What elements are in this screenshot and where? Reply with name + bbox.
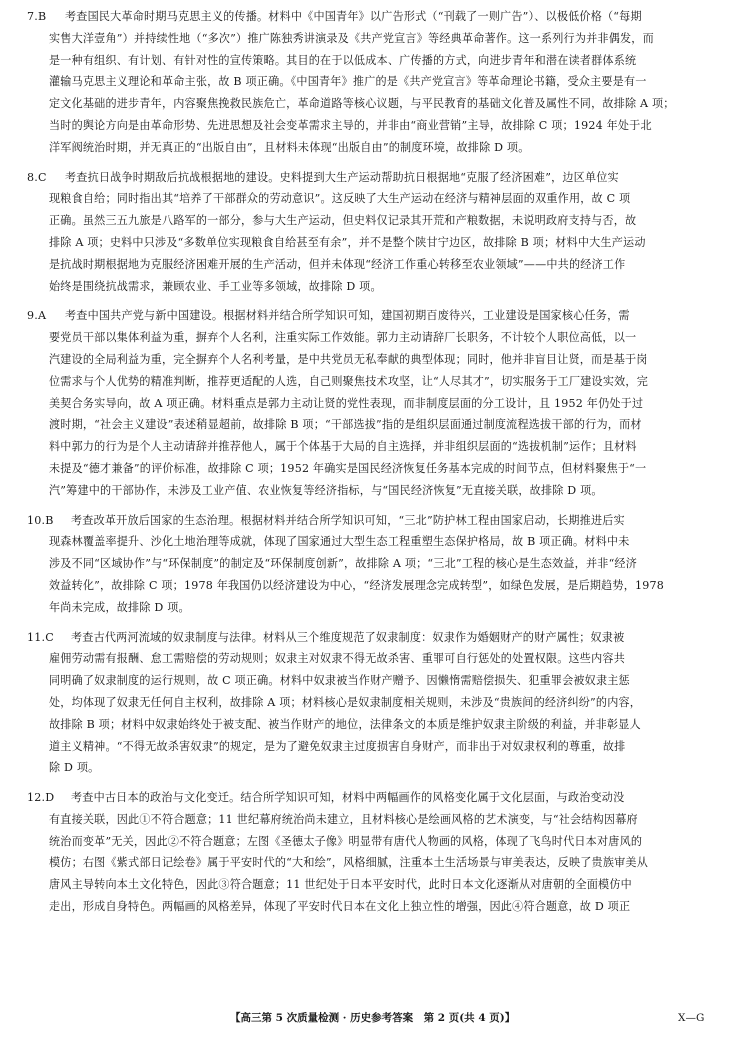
explanation-line: 效益转化”，故排除 C 项；1978 年我国仍以经济建设为中心，“经济发展理念完成转型”，如绿色发展，是后期趋势，1978: [49, 578, 665, 592]
explanation-line: 现粮食自给；同时指出其“培养了干部群众的劳动意识”。这反映了大生产运动在经济与精神层面的双重作用，故 C 项: [49, 192, 631, 206]
explanation-line: 洋军阀统治时期，并无真正的“出版自由”，且材料未体现“出版自由”的制度环境，故排除 D 项。: [49, 140, 530, 154]
explanation-line: 除 D 项。: [49, 761, 100, 775]
explanation-line: 涉及不同“区域协作”与“环保制度”的制定及“环保制度创新”，故排除 A 项；“三北”工程的核心是生态效益，并非“经济: [49, 557, 638, 571]
explanation-line: 灌输马克思主义理论和革命主张，故 B 项正确。《中国青年》推广的是《共产党宣言》等革命理论书籍，受众主要是有一: [49, 75, 647, 89]
explanation-line: 渡时期，“社会主义建设”表述稍显超前，故排除 B 项；“干部选拔”指的是组织层面通过制度流程选拔干部的行为，而材: [49, 418, 642, 432]
explanation-line: 唐风主导转向本土文化特色，因此③符合题意；11 世纪处于日本平安时代，此时日本文化逐渐从对唐朝的全面模仿中: [49, 878, 632, 892]
explanation-line: 考查国民大革命时期马克思主义的传播。材料中《中国青年》以广告形式（“刊载了一则广告”）、以极低价格（“每期: [65, 10, 642, 23]
explanation-line: 考查改革开放后国家的生态治理。根据材料并结合所学知识可知，“三北”防护林工程由国家启动，长期推进后实: [71, 513, 625, 527]
answer-letter: C: [38, 170, 47, 184]
question-number: 10.: [27, 513, 46, 527]
question-number: 7.: [27, 10, 38, 23]
explanation-line: 有直接关联，因此①不符合题意；11 世纪幕府统治尚未建立，且材料核心是绘画风格的艺术演变，与“社会结构因幕府: [49, 812, 638, 826]
explanation-line: 料中郭力的行为是个人主动请辞并推荐他人，属于个体基于大局的自主选择，并非组织层面的“选拔机制”运作；且材料: [49, 440, 637, 454]
answer-letter: B: [38, 10, 47, 23]
footer-code: X—G: [678, 1012, 705, 1024]
answer-letter: D: [45, 791, 55, 805]
answer-letter: A: [38, 309, 47, 323]
explanation-line: 故排除 B 项；材料中奴隶始终处于被支配、被当作财产的地位，法律条文的本质是维护奴隶主阶级的利益，并非彰显人: [49, 717, 641, 731]
explanation-line: 汽”筹建中的干部协作，未涉及工业产值、农业恢复等经济指标，与“国民经济恢复”无直接关联，故排除 D 项。: [49, 483, 603, 497]
answer-item-head: [27, 510, 71, 532]
question-number: 9.: [27, 309, 38, 323]
explanation-line: 排除 A 项；史料中只涉及“多数单位实现粮食自给甚至有余”，并不是整个陕甘宁边区，故排除 B 项；材料中大生产运动: [49, 235, 646, 249]
answer-item-head: [27, 305, 65, 327]
answer-item-head: [27, 167, 65, 189]
answer-explanation: [27, 510, 717, 619]
answer-item-head: [27, 787, 71, 809]
question-number: 11.: [27, 630, 46, 644]
footer-text: 【高三第 5 次质量检测 · 历史参考答案 第 2 页(共 4 页)】: [230, 1012, 516, 1024]
explanation-line: 走出，形成自身特色。两幅画的风格差异，体现了平安时代日本在文化上独立性的增强，因此④符合题意，故 D 项正: [49, 900, 631, 914]
answer-item: [27, 6, 717, 159]
question-number: 12.: [27, 791, 46, 805]
explanation-line: 始终是围绕抗战需求，兼顾农业、手工业等多领域，故排除 D 项。: [49, 279, 382, 293]
explanation-line: 实售大洋壹角”）并持续性地（“多次”）推广陈独秀讲演录及《共产党宣言》等经典革命著作。这一系列行为并非偶发，而: [49, 31, 654, 45]
answer-item: [27, 167, 717, 298]
question-number: 8.: [27, 170, 38, 184]
answer-item: [27, 627, 717, 780]
answer-explanation: [27, 6, 717, 159]
answer-letter: C: [45, 630, 54, 644]
explanation-line: 是抗战时期根据地为克服经济困难开展的生产活动，但并未体现“经济工作重心转移至农业领域”——中共的经济工作: [49, 257, 626, 271]
explanation-line: 道主义精神。“不得无故杀害奴隶”的规定，是为了避免奴隶主过度损害自身财产，而非出于对奴隶权利的尊重，故排: [49, 739, 626, 753]
explanation-line: 同明确了奴隶制度的运行规则，故 C 项正确。材料中奴隶被当作财产赠予、因懒惰需赔偿损失、犯重罪会被奴隶主惩: [49, 674, 630, 688]
answer-item: [27, 510, 717, 619]
answer-item: [27, 787, 717, 918]
explanation-line: 处，均体现了奴隶无任何自主权利，故排除 A 项；材料核心是奴隶制度相关规则，未涉及“贵族间的经济纠纷”的内容，: [49, 695, 642, 709]
explanation-line: 考查古代两河流域的奴隶制度与法律。材料从三个维度规范了奴隶制度：奴隶作为婚姻财产的财产属性；奴隶被: [71, 630, 625, 644]
explanation-line: 当时的舆论方向是由革命形势、先进思想及社会变革需求主导的，并非由“商业营销”主导，故排除 C 项；1924 年处于北: [49, 118, 652, 132]
answer-letter: B: [45, 513, 54, 527]
explanation-line: 未提及“德才兼备”的评价标准，故排除 C 项；1952 年确实是国民经济恢复任务基本完成的时间节点，但材料聚焦于“一: [49, 461, 647, 475]
explanation-line: 考查中国共产党与新中国建设。根据材料并结合所学知识可知，建国初期百废待兴，工业建设是国家核心任务，需: [65, 309, 630, 323]
answer-item: [27, 305, 717, 501]
explanation-line: 定文化基础的进步青年，内容聚焦挽救民族危亡，革命道路等核心议题，与平民教育的基础文化普及属性不同，故排除 A 项；: [49, 97, 675, 111]
explanation-line: 雇佣劳动需有报酬、怠工需赔偿的劳动规则；奴隶主对奴隶不得无故杀害、重罪可自行惩处的处置权限。这些内容共: [49, 652, 625, 666]
answer-explanation: [27, 167, 717, 298]
explanation-line: 模仿；右图《紫式部日记绘卷》属于平安时代的“大和绘”，风格细腻，注重本土生活场景与审美表达，反映了贵族审美从: [49, 856, 649, 870]
explanation-line: 现森林覆盖率提升、沙化土地治理等成就，体现了国家通过大型生态工程重塑生态保护格局，故 B 项正确。材料中未: [49, 535, 630, 549]
explanation-line: 要党员干部以集体利益为重，摒弃个人名利，注重实际工作效能。郭力主动请辞厂长职务，不计较个人职位高低，以一: [49, 331, 637, 345]
explanation-line: 位需求与个人优势的精准判断，推荐更适配的人选，自己则聚焦技术攻坚，让“人尽其才”，切实服务于工厂建设实效，完: [49, 374, 649, 388]
answer-explanation: [27, 787, 717, 918]
answer-explanation: [27, 305, 717, 501]
answer-item-head: [27, 6, 65, 28]
explanation-line: 美契合务实导向，故 A 项正确。材料重点是郭力主动让贤的党性表现，而非制度层面的分工设计，且 1952 年仍处于过: [49, 396, 644, 410]
explanation-line: 考查中古日本的政治与文化变迁。结合所学知识可知，材料中两幅画作的风格变化属于文化层面，与政治变动没: [71, 791, 625, 805]
answer-document: [27, 6, 717, 926]
explanation-line: 正确。虽然三五九旅是八路军的一部分，参与大生产运动，但史料仅记录其开荒和产粮数据，未说明政府支持与否，故: [49, 214, 637, 228]
answer-explanation: [27, 627, 717, 780]
answer-item-head: [27, 627, 71, 649]
explanation-line: 考查抗日战争时期敌后抗战根据地的建设。史料提到大生产运动帮助抗日根据地“克服了经济困难”，边区单位实: [65, 170, 619, 184]
explanation-line: 是一种有组织、有计划、有针对性的宣传策略。其目的在于以低成本、广传播的方式，向进步青年和潜在读者群体系统: [49, 53, 637, 67]
explanation-line: 统治而变革”无关，因此②不符合题意；左图《圣德太子像》明显带有唐代人物画的风格，体现了飞鸟时代日本对唐风的: [49, 834, 643, 848]
explanation-line: 汽建设的全局利益为重，完全摒弃个人名利考量，是中共党员无私奉献的典型体现；同时，他并非盲目让贤，而是基于岗: [49, 352, 648, 366]
explanation-line: 年尚未完成，故排除 D 项。: [49, 600, 190, 614]
